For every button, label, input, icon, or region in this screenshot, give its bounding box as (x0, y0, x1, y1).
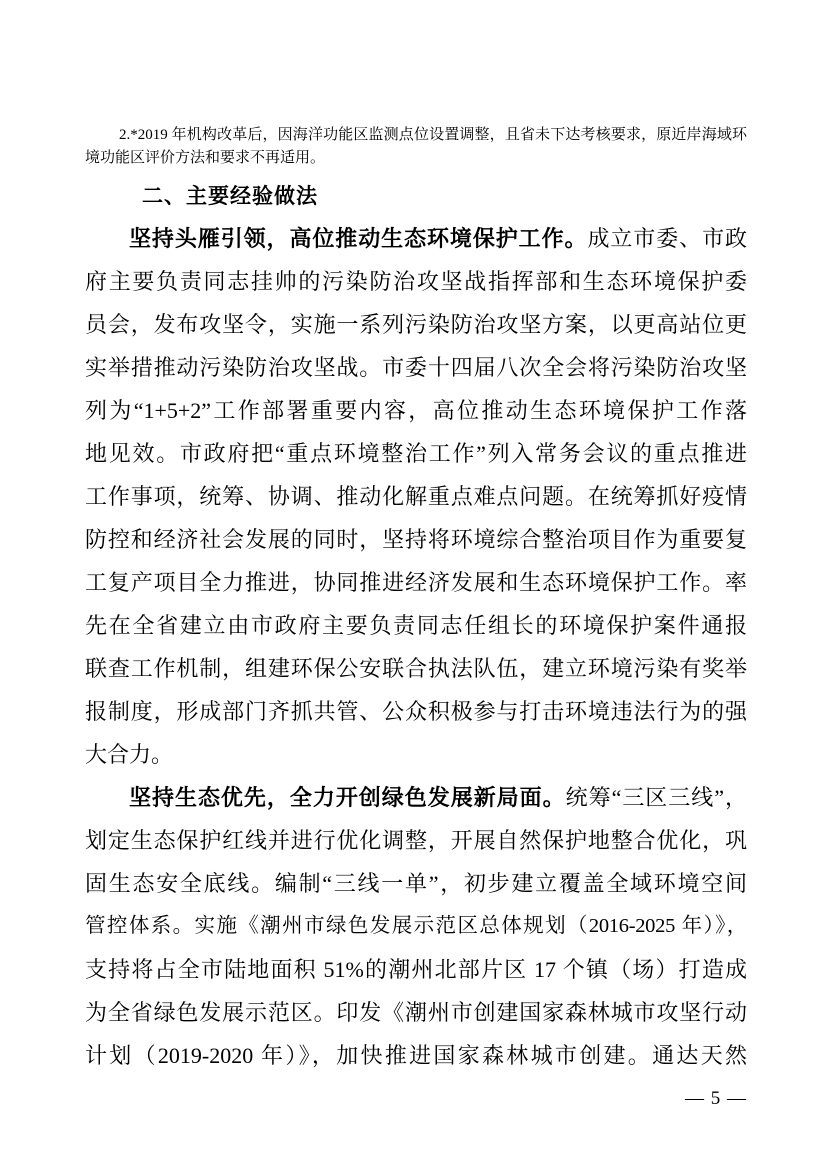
body-line: 员会，发布攻坚令，实施一系列污染防治攻坚方案，以更高站位更 (85, 312, 747, 337)
paragraph-first-line (85, 776, 747, 819)
body-line: 管控体系。实施《潮州市绿色发展示范区总体规划（2016-2025 年）》， (85, 915, 747, 937)
page-number: — 5 — (685, 1088, 747, 1109)
document-body (85, 217, 747, 1077)
footnote-line: 境功能区评价方法和要求不再适用。 (85, 150, 326, 166)
body-line: 报制度，形成部门齐抓共管、公众积极参与打击环境违法行为的强 (85, 699, 747, 724)
body-line: 联查工作机制，组建环保公安联合执法队伍，建立环境污染有奖举 (85, 656, 747, 681)
body-line: 府主要负责同志挂帅的污染防治攻坚战指挥部和生态环境保护委 (85, 269, 747, 294)
body-line: 支持将占全市陆地面积 51%的潮州北部片区 17 个镇（场）打造成 (85, 957, 747, 982)
body-line: 计划（2019-2020 年）》，加快推进国家森林城市创建。通达天然 (85, 1043, 747, 1068)
body-line: 工作事项，统筹、协调、推动化解重点难点问题。在统筹抓好疫情 (85, 484, 747, 509)
footnote-line: 2.*2019 年机构改革后，因海洋功能区监测点位设置调整，且省未下达考核要求，原近岸海域环 (119, 127, 747, 143)
body-line: 固生态安全底线。编制“三线一单”，初步建立覆盖全域环境空间 (85, 871, 747, 896)
body-line: 为全省绿色发展示范区。印发《潮州市创建国家森林城市攻坚行动 (85, 1000, 747, 1025)
body-line: 防控和经济社会发展的同时，坚持将环境综合整治项目作为重要复 (85, 527, 747, 552)
body-line: 实举措推动污染防治攻坚战。市委十四届八次全会将污染防治攻坚 (85, 355, 747, 380)
body-line: 大合力。 (85, 742, 174, 767)
paragraph-lead: 坚持生态优先，全力开创绿色发展新局面。 (129, 785, 566, 810)
section-heading: 二、主要经验做法 (142, 185, 318, 208)
paragraph-first-line (85, 217, 747, 260)
paragraph-text: 统筹“三区三线”， (565, 785, 747, 810)
body-line: 划定生态保护红线并进行优化调整，开展自然保护地整合优化，巩 (85, 828, 747, 853)
paragraph-lead: 坚持头雁引领，高位推动生态环境保护工作。 (129, 226, 588, 251)
paragraph-text: 成立市委、市政 (587, 226, 747, 251)
footnote (85, 124, 747, 170)
body-line: 地见效。市政府把“重点环境整治工作”列入常务会议的重点推进 (85, 441, 747, 466)
body-line: 工复产项目全力推进，协同推进经济发展和生态环境保护工作。率 (85, 570, 747, 595)
body-line: 列为“1+5+2”工作部署重要内容，高位推动生态环境保护工作落 (85, 398, 747, 423)
body-line: 先在全省建立由市政府主要负责同志任组长的环境保护案件通报 (85, 613, 747, 638)
